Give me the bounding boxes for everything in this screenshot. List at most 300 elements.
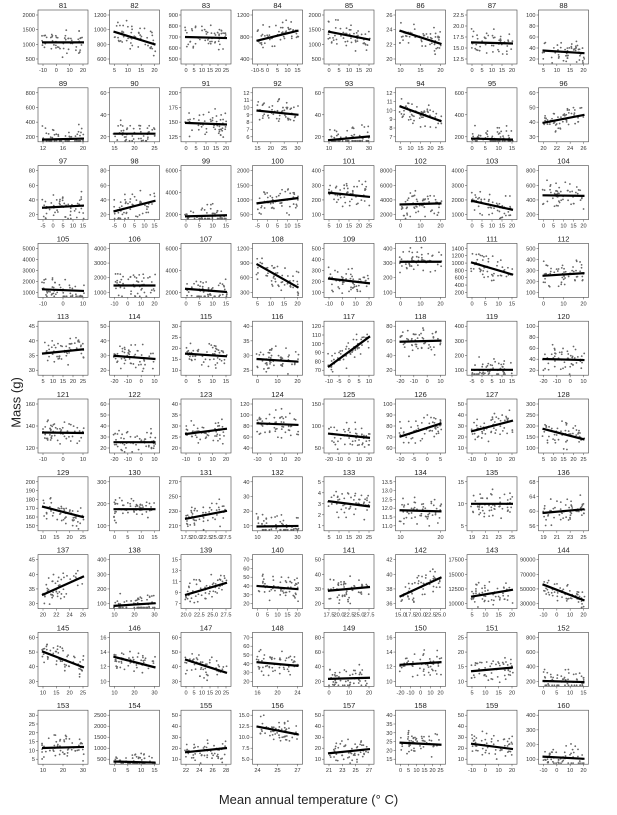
data-point	[365, 181, 367, 183]
data-point	[222, 32, 224, 34]
x-tick-label: 15	[495, 612, 502, 619]
data-point	[258, 522, 260, 524]
y-tick-label: 30	[171, 424, 178, 430]
data-point	[219, 352, 221, 354]
y-tick-label: 500	[311, 246, 321, 253]
data-point	[42, 656, 44, 658]
data-point	[409, 192, 411, 194]
data-point	[285, 19, 287, 21]
data-point	[53, 361, 55, 363]
data-point	[131, 451, 133, 453]
data-point	[543, 281, 545, 283]
data-point	[340, 581, 342, 583]
data-point	[406, 517, 408, 519]
data-point	[440, 503, 442, 505]
panel-120	[526, 312, 588, 385]
data-point	[331, 369, 333, 371]
x-tick-label: -10	[539, 612, 548, 619]
data-point	[59, 428, 61, 430]
data-point	[351, 351, 353, 353]
data-point	[69, 578, 71, 580]
data-point	[153, 502, 155, 504]
data-point	[365, 44, 367, 46]
y-tick-label: 14	[100, 650, 107, 657]
y-tick-label: 800	[454, 268, 464, 275]
data-point	[333, 359, 335, 361]
data-point	[59, 443, 61, 445]
y-tick-label: 500	[240, 212, 250, 219]
x-tick-label: 0	[184, 301, 188, 308]
data-point	[360, 199, 362, 201]
data-point	[62, 650, 64, 652]
data-point	[361, 140, 363, 142]
data-point	[269, 349, 271, 351]
data-point	[281, 202, 283, 204]
y-tick-label: 40	[100, 197, 107, 204]
panel-title: 81	[58, 1, 68, 10]
data-point	[401, 504, 403, 506]
data-point	[408, 42, 410, 44]
data-point	[560, 283, 562, 285]
data-point	[565, 516, 567, 518]
data-point	[365, 440, 367, 442]
data-point	[333, 441, 335, 443]
data-point	[581, 607, 583, 609]
y-tick-label: 56	[529, 523, 536, 530]
data-point	[507, 499, 509, 501]
data-point	[205, 358, 207, 360]
data-point	[436, 508, 438, 510]
data-point	[429, 430, 431, 432]
data-point	[70, 424, 72, 426]
data-point	[561, 353, 563, 355]
y-tick-label: 1500	[22, 27, 35, 34]
data-point	[56, 428, 58, 430]
data-point	[213, 358, 215, 360]
data-point	[580, 199, 582, 201]
data-point	[491, 599, 493, 601]
data-point	[256, 513, 258, 515]
data-point	[558, 514, 560, 516]
panel-title: 123	[199, 390, 213, 399]
data-point	[568, 430, 570, 432]
data-point	[57, 645, 59, 647]
panel-frame	[396, 166, 446, 220]
data-point	[418, 334, 420, 336]
y-tick-label: 5	[317, 479, 321, 486]
data-point	[124, 451, 126, 453]
data-point	[502, 592, 504, 594]
data-point	[129, 358, 131, 360]
data-point	[129, 125, 131, 127]
data-point	[224, 577, 226, 579]
data-point	[474, 433, 476, 435]
data-point	[364, 188, 366, 190]
data-point	[268, 117, 270, 119]
data-point	[114, 602, 116, 604]
data-point	[60, 287, 62, 289]
panel-title: 89	[58, 78, 68, 88]
data-point	[199, 285, 201, 287]
data-point	[130, 290, 132, 292]
data-point	[366, 509, 368, 511]
data-point	[261, 523, 263, 525]
data-point	[474, 373, 476, 375]
panel-title: 136	[557, 467, 570, 477]
x-tick-label: 20	[508, 457, 516, 463]
data-point	[144, 438, 146, 440]
x-tick-label: 10	[209, 223, 216, 230]
data-point	[131, 45, 133, 47]
data-point	[497, 49, 499, 51]
x-tick-label: 20	[222, 457, 230, 463]
data-point	[364, 200, 366, 202]
y-tick-label: 600	[25, 105, 35, 112]
data-point	[559, 351, 561, 353]
data-point	[78, 30, 80, 32]
x-tick-label: 10	[69, 223, 77, 230]
data-point	[551, 118, 553, 120]
data-point	[329, 37, 331, 39]
data-point	[55, 427, 57, 429]
data-point	[563, 278, 565, 280]
data-point	[121, 500, 123, 502]
data-point	[500, 259, 502, 261]
data-point	[55, 293, 57, 295]
data-point	[363, 519, 365, 521]
data-point	[218, 132, 220, 134]
y-tick-label: 24	[386, 27, 393, 34]
data-point	[280, 529, 282, 531]
data-point	[115, 281, 117, 283]
data-point	[490, 419, 492, 421]
data-point	[502, 430, 504, 432]
data-point	[429, 109, 431, 111]
data-point	[361, 584, 363, 586]
data-point	[409, 247, 411, 249]
data-point	[81, 128, 83, 130]
data-point	[498, 418, 500, 420]
x-tick-label: 0	[340, 301, 344, 308]
panel-frame	[539, 243, 589, 297]
trend-line	[471, 262, 513, 274]
data-point	[204, 209, 206, 211]
data-point	[546, 201, 548, 203]
data-point	[198, 124, 200, 126]
data-point	[267, 367, 269, 369]
data-point	[81, 583, 83, 585]
data-point	[556, 434, 558, 436]
data-point	[570, 504, 572, 506]
data-point	[361, 593, 363, 595]
data-point	[561, 512, 563, 514]
data-point	[548, 592, 550, 594]
data-point	[187, 429, 189, 431]
data-point	[124, 199, 126, 201]
data-point	[279, 521, 281, 523]
data-point	[151, 203, 153, 205]
data-point	[60, 598, 62, 600]
data-point	[135, 367, 137, 369]
data-point	[557, 600, 559, 602]
data-point	[75, 576, 77, 578]
data-point	[192, 513, 194, 515]
data-point	[297, 431, 299, 433]
data-point	[281, 416, 283, 418]
panel-107	[166, 234, 231, 307]
data-point	[542, 189, 544, 191]
data-point	[421, 422, 423, 424]
trend-line	[257, 198, 299, 203]
data-point	[61, 660, 63, 662]
x-tick-label: 10	[580, 379, 587, 386]
data-point	[438, 39, 440, 41]
data-point	[208, 343, 210, 345]
y-tick-label: 8	[389, 126, 393, 132]
panel-title: 118	[414, 312, 427, 322]
y-tick-label: 20	[28, 212, 35, 219]
data-point	[478, 373, 480, 375]
data-point	[268, 34, 270, 36]
data-point	[69, 284, 71, 286]
data-point	[499, 497, 501, 499]
data-point	[493, 273, 495, 275]
y-tick-label: 180	[25, 497, 35, 504]
data-point	[507, 211, 509, 213]
x-tick-label: 5	[197, 223, 201, 230]
data-point	[46, 292, 48, 294]
x-tick-label: 5	[541, 457, 546, 463]
data-point	[575, 47, 577, 49]
data-point	[202, 282, 204, 284]
data-point	[142, 655, 144, 657]
y-tick-label: 30	[100, 353, 107, 360]
panel-title: 83	[201, 1, 211, 10]
data-point	[62, 197, 64, 199]
data-point	[569, 373, 571, 375]
data-point	[584, 596, 586, 598]
x-tick-label: -10	[123, 379, 132, 386]
panel-frame	[253, 243, 303, 297]
data-point	[53, 512, 55, 514]
y-tick-label: 200	[454, 353, 464, 360]
data-point	[431, 430, 433, 432]
data-point	[264, 192, 266, 194]
x-tick-label: 0	[470, 301, 474, 308]
data-point	[416, 523, 418, 525]
y-tick-label: 20	[171, 446, 178, 452]
data-point	[51, 426, 53, 428]
data-point	[581, 362, 583, 364]
data-point	[550, 524, 552, 526]
data-point	[559, 127, 561, 129]
data-point	[215, 591, 217, 593]
data-point	[282, 31, 284, 33]
data-point	[262, 575, 264, 577]
data-point	[358, 180, 360, 182]
data-point	[429, 126, 431, 128]
data-point	[574, 112, 576, 114]
data-point	[440, 265, 442, 267]
data-point	[54, 435, 56, 437]
data-point	[433, 417, 435, 419]
data-point	[420, 39, 422, 41]
data-point	[543, 203, 545, 205]
data-point	[435, 127, 437, 129]
data-point	[189, 41, 191, 43]
data-point	[218, 129, 220, 131]
data-point	[403, 523, 405, 525]
x-tick-label: 0	[112, 534, 117, 541]
data-point	[142, 273, 144, 275]
data-point	[131, 28, 133, 30]
data-point	[128, 349, 130, 351]
data-point	[189, 524, 191, 526]
data-point	[118, 603, 120, 605]
data-point	[436, 433, 438, 435]
x-tick-label: 20	[222, 145, 230, 152]
data-point	[53, 194, 55, 196]
data-point	[139, 34, 141, 36]
data-point	[45, 132, 47, 134]
x-tick-label: 0	[398, 223, 403, 230]
data-point	[285, 529, 287, 531]
data-point	[263, 529, 265, 531]
data-point	[583, 606, 585, 608]
y-tick-label: 30	[457, 424, 464, 430]
data-point	[349, 201, 351, 203]
data-point	[563, 271, 565, 273]
data-point	[499, 597, 501, 599]
data-point	[583, 353, 585, 355]
data-point	[509, 206, 511, 208]
data-point	[216, 435, 218, 437]
data-point	[487, 261, 489, 263]
data-point	[133, 274, 135, 276]
x-tick-label: 15	[222, 301, 230, 308]
data-point	[48, 356, 50, 358]
data-point	[430, 33, 432, 35]
data-point	[220, 33, 222, 35]
data-point	[281, 408, 283, 410]
data-point	[64, 279, 66, 281]
y-tick-label: 100	[311, 212, 321, 219]
y-tick-label: 30	[243, 353, 250, 360]
data-point	[411, 517, 413, 519]
data-point	[226, 295, 228, 297]
data-point	[62, 427, 64, 429]
data-point	[506, 125, 508, 127]
data-point	[346, 422, 348, 424]
data-point	[127, 26, 129, 28]
data-point	[333, 495, 335, 497]
y-tick-label: 210	[168, 523, 178, 530]
data-point	[147, 127, 149, 129]
data-point	[405, 586, 407, 588]
data-point	[279, 193, 281, 195]
data-point	[145, 445, 147, 447]
data-point	[130, 293, 132, 295]
data-point	[117, 125, 119, 127]
data-point	[52, 35, 54, 37]
data-point	[349, 29, 351, 31]
data-point	[64, 435, 66, 437]
y-tick-label: 300	[383, 261, 393, 268]
panel-title: 111	[486, 234, 498, 244]
data-point	[189, 136, 191, 138]
panel-title: 137	[56, 545, 70, 555]
trend-line	[400, 423, 442, 437]
panel-129	[26, 468, 88, 541]
data-point	[42, 428, 44, 430]
data-point	[428, 201, 430, 203]
data-point	[474, 364, 476, 366]
data-point	[58, 577, 60, 579]
data-point	[204, 120, 206, 122]
data-point	[82, 212, 84, 214]
data-point	[328, 505, 330, 507]
data-point	[361, 427, 363, 429]
data-point	[327, 353, 329, 355]
data-point	[290, 529, 292, 531]
data-point	[494, 37, 496, 39]
x-tick-label: 10	[274, 379, 281, 386]
data-point	[408, 355, 410, 357]
data-point	[475, 588, 477, 590]
data-point	[353, 134, 355, 136]
data-point	[277, 110, 279, 112]
x-tick-label: 15	[508, 301, 516, 308]
data-point	[271, 348, 273, 350]
data-point	[141, 354, 143, 356]
data-point	[496, 203, 498, 205]
x-tick-label: 5	[192, 68, 196, 74]
data-point	[144, 28, 146, 30]
data-point	[130, 276, 132, 278]
data-point	[195, 520, 197, 522]
data-point	[203, 520, 205, 522]
data-point	[269, 361, 271, 363]
data-point	[214, 42, 216, 44]
data-point	[135, 444, 137, 446]
data-point	[52, 515, 54, 517]
data-point	[551, 428, 553, 430]
data-point	[358, 439, 360, 441]
x-tick-label: 10	[49, 379, 57, 386]
panel-title: 114	[128, 312, 141, 322]
y-tick-label: 10	[243, 105, 250, 112]
data-point	[72, 510, 74, 512]
data-point	[118, 607, 120, 609]
data-point	[296, 205, 298, 207]
data-point	[79, 199, 81, 201]
data-point	[557, 44, 559, 46]
panel-frame	[253, 166, 303, 220]
data-point	[433, 195, 435, 197]
data-point	[113, 206, 115, 208]
data-point	[64, 664, 66, 666]
data-point	[68, 132, 70, 134]
x-tick-label: 15	[417, 145, 424, 152]
data-point	[52, 653, 54, 655]
y-tick-label: 8000	[380, 168, 393, 175]
data-point	[402, 331, 404, 333]
data-point	[269, 414, 271, 416]
data-point	[485, 255, 487, 257]
data-point	[505, 215, 507, 217]
data-point	[297, 434, 299, 436]
data-point	[410, 438, 412, 440]
